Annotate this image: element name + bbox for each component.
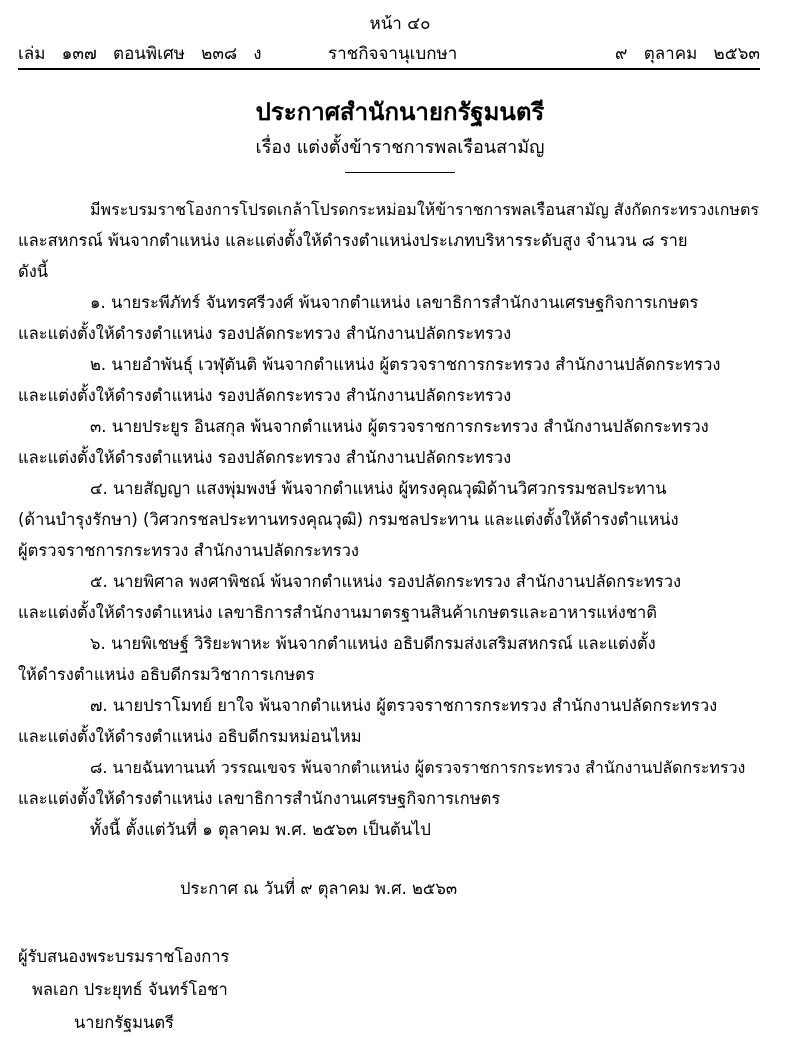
- body-line: ๓. นายประยูร อินสกุล พ้นจากตำแหน่ง ผู้ตรวจราชการกระทรวง สำนักงานปลัดกระทรวง: [90, 417, 709, 436]
- signatory-position: นายกรัฐมนตรี: [74, 1013, 174, 1032]
- body-line: และสหกรณ์ พ้นจากตำแหน่ง และแต่งตั้งให้ดำรงตำแหน่งประเภทบริหารระดับสูง จำนวน ๘ ราย: [18, 231, 688, 250]
- gazette-name: ราชกิจจานุเบกษา: [328, 44, 458, 64]
- signature-block: [18, 940, 229, 1039]
- body-line: ให้ดำรงตำแหน่ง อธิบดีกรมวิชาการเกษตร: [18, 665, 315, 684]
- body-line: ๑. นายระพีภัทร์ จันทรศรีวงศ์ พ้นจากตำแหน่ง เลขาธิการสำนักงานเศรษฐกิจการเกษตร: [90, 293, 699, 312]
- body-line: ผู้ตรวจราชการกระทรวง สำนักงานปลัดกระทรวง: [18, 541, 359, 560]
- body-line: ๖. นายพิเชษฐ์ วิริยะพาหะ พ้นจากตำแหน่ง อธิบดีกรมส่งเสริมสหกรณ์ และแต่งตั้ง: [90, 634, 656, 653]
- countersign-label: ผู้รับสนองพระบรมราชโองการ: [18, 947, 230, 966]
- body-line: ๒. นายอำพันธุ์ เวฬุตันติ พ้นจากตำแหน่ง ผู้ตรวจราชการกระทรวง สำนักงานปลัดกระทรวง: [90, 355, 721, 374]
- body-line: และแต่งตั้งให้ดำรงตำแหน่ง รองปลัดกระทรวง สำนักงานปลัดกระทรวง: [18, 448, 512, 467]
- body-line: (ด้านบำรุงรักษา) (วิศวกรชลประทานทรงคุณวุฒิ) กรมชลประทาน และแต่งตั้งให้ดำรงตำแหน่ง: [18, 510, 679, 529]
- announcement-date: ประกาศ ณ วันที่ ๙ ตุลาคม พ.ศ. ๒๕๖๓: [180, 879, 458, 898]
- document-title: ประกาศสำนักนายกรัฐมนตรี: [255, 98, 545, 126]
- body-line: มีพระบรมราชโองการโปรดเกล้าโปรดกระหม่อมให้ข้าราชการพลเรือนสามัญ สังกัดกระทรวงเกษตร: [90, 200, 759, 219]
- volume-issue: เล่ม ๑๓๗ ตอนพิเศษ ๒๓๘ ง: [18, 44, 262, 64]
- title-divider: [345, 172, 455, 173]
- body-line: ทั้งนี้ ตั้งแต่วันที่ ๑ ตุลาคม พ.ศ. ๒๕๖๓ เป็นต้นไป: [90, 820, 431, 839]
- body-line: ๗. นายปราโมทย์ ยาใจ พ้นจากตำแหน่ง ผู้ตรวจราชการกระทรวง สำนักงานปลัดกระทรวง: [90, 696, 718, 715]
- body-line: ๕. นายพิศาล พงศาพิชณ์ พ้นจากตำแหน่ง รองปลัดกระทรวง สำนักงานปลัดกระทรวง: [90, 572, 682, 591]
- body-line: และแต่งตั้งให้ดำรงตำแหน่ง อธิบดีกรมหม่อนไหม: [18, 727, 362, 746]
- signatory-name: พลเอก ประยุทธ์ จันทร์โอชา: [32, 980, 228, 999]
- body-line: ๘. นายฉันทานนท์ วรรณเขจร พ้นจากตำแหน่ง ผู้ตรวจราชการกระทรวง สำนักงานปลัดกระทรวง: [90, 758, 746, 777]
- body-line: ๔. นายสัญญา แสงพุ่มพงษ์ พ้นจากตำแหน่ง ผู้ทรงคุณวุฒิด้านวิศวกรรมชลประทาน: [90, 479, 667, 498]
- document-subject: เรื่อง แต่งตั้งข้าราชการพลเรือนสามัญ: [255, 137, 545, 158]
- header-divider: [18, 68, 760, 70]
- body-line: และแต่งตั้งให้ดำรงตำแหน่ง เลขาธิการสำนักงานเศรษฐกิจการเกษตร: [18, 789, 501, 808]
- announcement-body: [18, 194, 760, 845]
- body-line: และแต่งตั้งให้ดำรงตำแหน่ง รองปลัดกระทรวง สำนักงานปลัดกระทรวง: [18, 386, 512, 405]
- gazette-header: [18, 40, 760, 66]
- body-line: และแต่งตั้งให้ดำรงตำแหน่ง รองปลัดกระทรวง สำนักงานปลัดกระทรวง: [18, 324, 512, 343]
- issue-date: ๙ ตุลาคม ๒๕๖๓: [615, 44, 760, 64]
- body-line: และแต่งตั้งให้ดำรงตำแหน่ง เลขาธิการสำนักงานมาตรฐานสินค้าเกษตรและอาหารแห่งชาติ: [18, 603, 658, 622]
- page-number: หน้า ๔๐: [369, 14, 431, 34]
- body-line: ดังนี้: [18, 262, 49, 281]
